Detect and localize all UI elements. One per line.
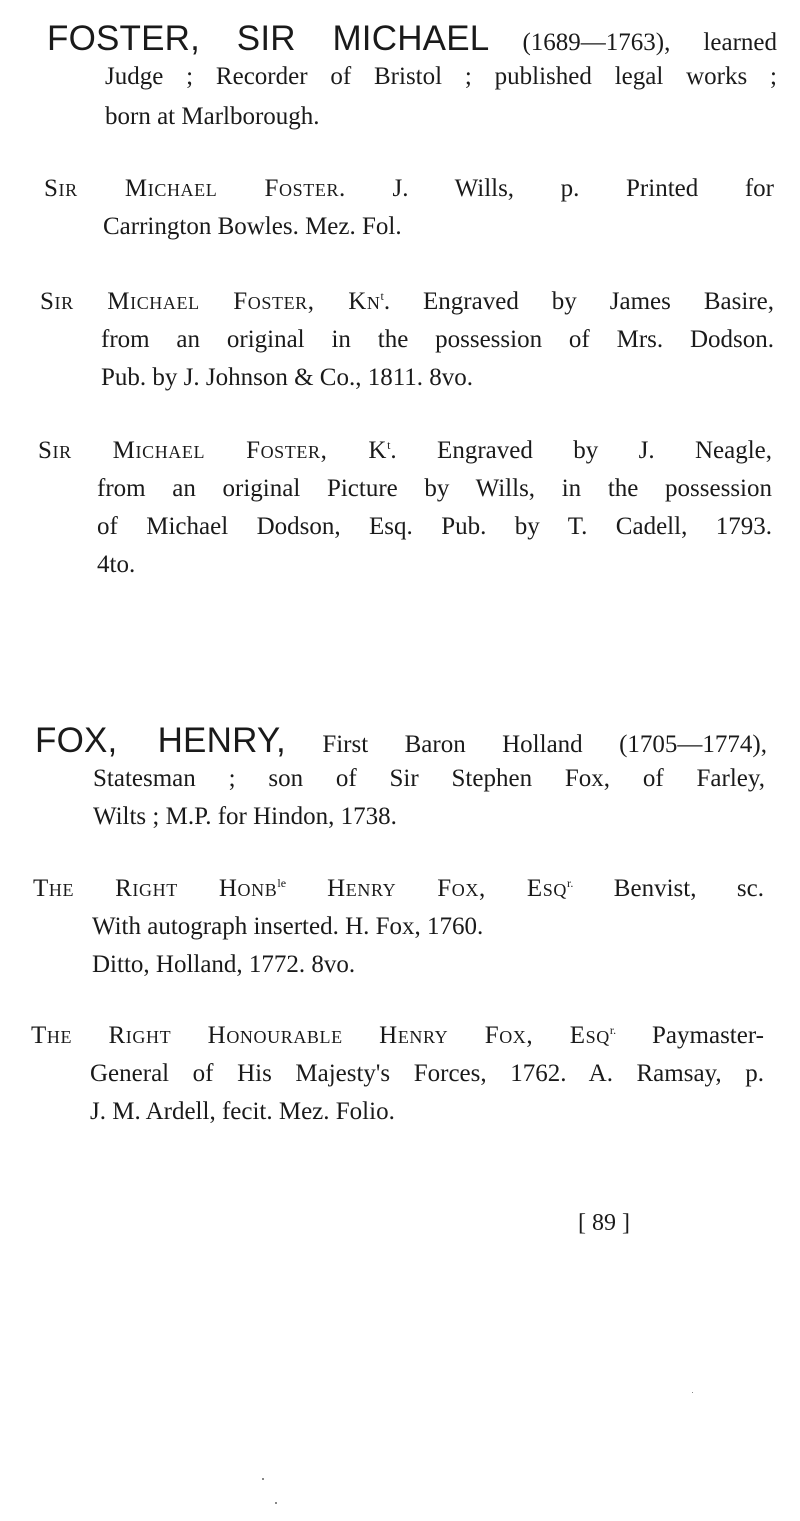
listing-text: Paymaster- bbox=[616, 1022, 764, 1049]
listing-text: from an original in the possession of Mrs. Dodson. bbox=[101, 326, 774, 353]
listing-title-sup: le bbox=[277, 876, 287, 890]
listing-text: Benvist, sc. bbox=[573, 875, 765, 902]
entry-heading bbox=[35, 722, 767, 764]
entry-heading-dates: (1689—1763), learned bbox=[522, 29, 777, 56]
listing-text: With autograph inserted. H. Fox, 1760. bbox=[92, 913, 484, 940]
entry-heading bbox=[47, 20, 777, 62]
scan-speck bbox=[275, 1502, 277, 1504]
listing-title-sup: t bbox=[380, 289, 384, 303]
listing-text: of Michael Dodson, Esq. Pub. by T. Cadell, 1793. bbox=[97, 513, 772, 540]
listing-title: The Right Honourable Henry Fox, Esq bbox=[31, 1022, 610, 1049]
portrait-listing bbox=[38, 432, 772, 584]
listing-text: General of His Majesty's Forces, 1762. A. Ramsay, p. bbox=[90, 1060, 764, 1087]
listing-text: . Engraved by James Basire, bbox=[383, 288, 774, 315]
listing-text: J. M. Ardell, fecit. Mez. Folio. bbox=[90, 1098, 395, 1125]
entry-heading-line: Wilts ; M.P. for Hindon, 1738. bbox=[93, 803, 397, 830]
entry-name: FOSTER, SIR MICHAEL bbox=[47, 19, 490, 58]
listing-text: . Engraved by J. Neagle, bbox=[390, 437, 772, 464]
scan-speck bbox=[262, 1478, 264, 1480]
scan-speck bbox=[692, 1392, 693, 1393]
listing-text: Carrington Bowles. Mez. Fol. bbox=[103, 213, 402, 240]
entry-heading-line: born at Marlborough. bbox=[105, 103, 320, 130]
listing-title: Sir Michael Foster, Kn bbox=[40, 288, 381, 315]
portrait-listing bbox=[44, 170, 774, 246]
entry-name: FOX, HENRY, bbox=[35, 721, 286, 760]
page-number: [ 89 ] bbox=[578, 1210, 630, 1236]
entry-heading-line: Judge ; Recorder of Bristol ; published legal works ; bbox=[105, 63, 777, 90]
listing-title-cont: Henry Fox, Esq bbox=[286, 875, 567, 902]
listing-title-sup: r. bbox=[566, 876, 574, 890]
listing-title: Sir Michael Foster, K bbox=[38, 437, 388, 464]
listing-title-sup: r. bbox=[609, 1023, 617, 1037]
portrait-listing bbox=[33, 870, 764, 984]
listing-text: from an original Picture by Wills, in the possession bbox=[97, 475, 772, 502]
listing-title: The Right Honb bbox=[33, 875, 278, 902]
listing-text: Ditto, Holland, 1772. 8vo. bbox=[92, 951, 356, 978]
listing-text: Pub. by J. Johnson & Co., 1811. 8vo. bbox=[101, 364, 474, 391]
entry-heading-line: Statesman ; son of Sir Stephen Fox, of Farley, bbox=[93, 765, 765, 792]
listing-title: Sir Michael Foster. bbox=[44, 175, 346, 202]
entry-heading-dates: First Baron Holland (1705—1774), bbox=[322, 731, 767, 758]
listing-title-sup: t bbox=[387, 438, 391, 452]
portrait-listing bbox=[40, 283, 774, 397]
listing-text: 4to. bbox=[97, 551, 136, 578]
portrait-listing bbox=[31, 1017, 764, 1131]
listing-text: J. Wills, p. Printed for bbox=[392, 175, 775, 202]
